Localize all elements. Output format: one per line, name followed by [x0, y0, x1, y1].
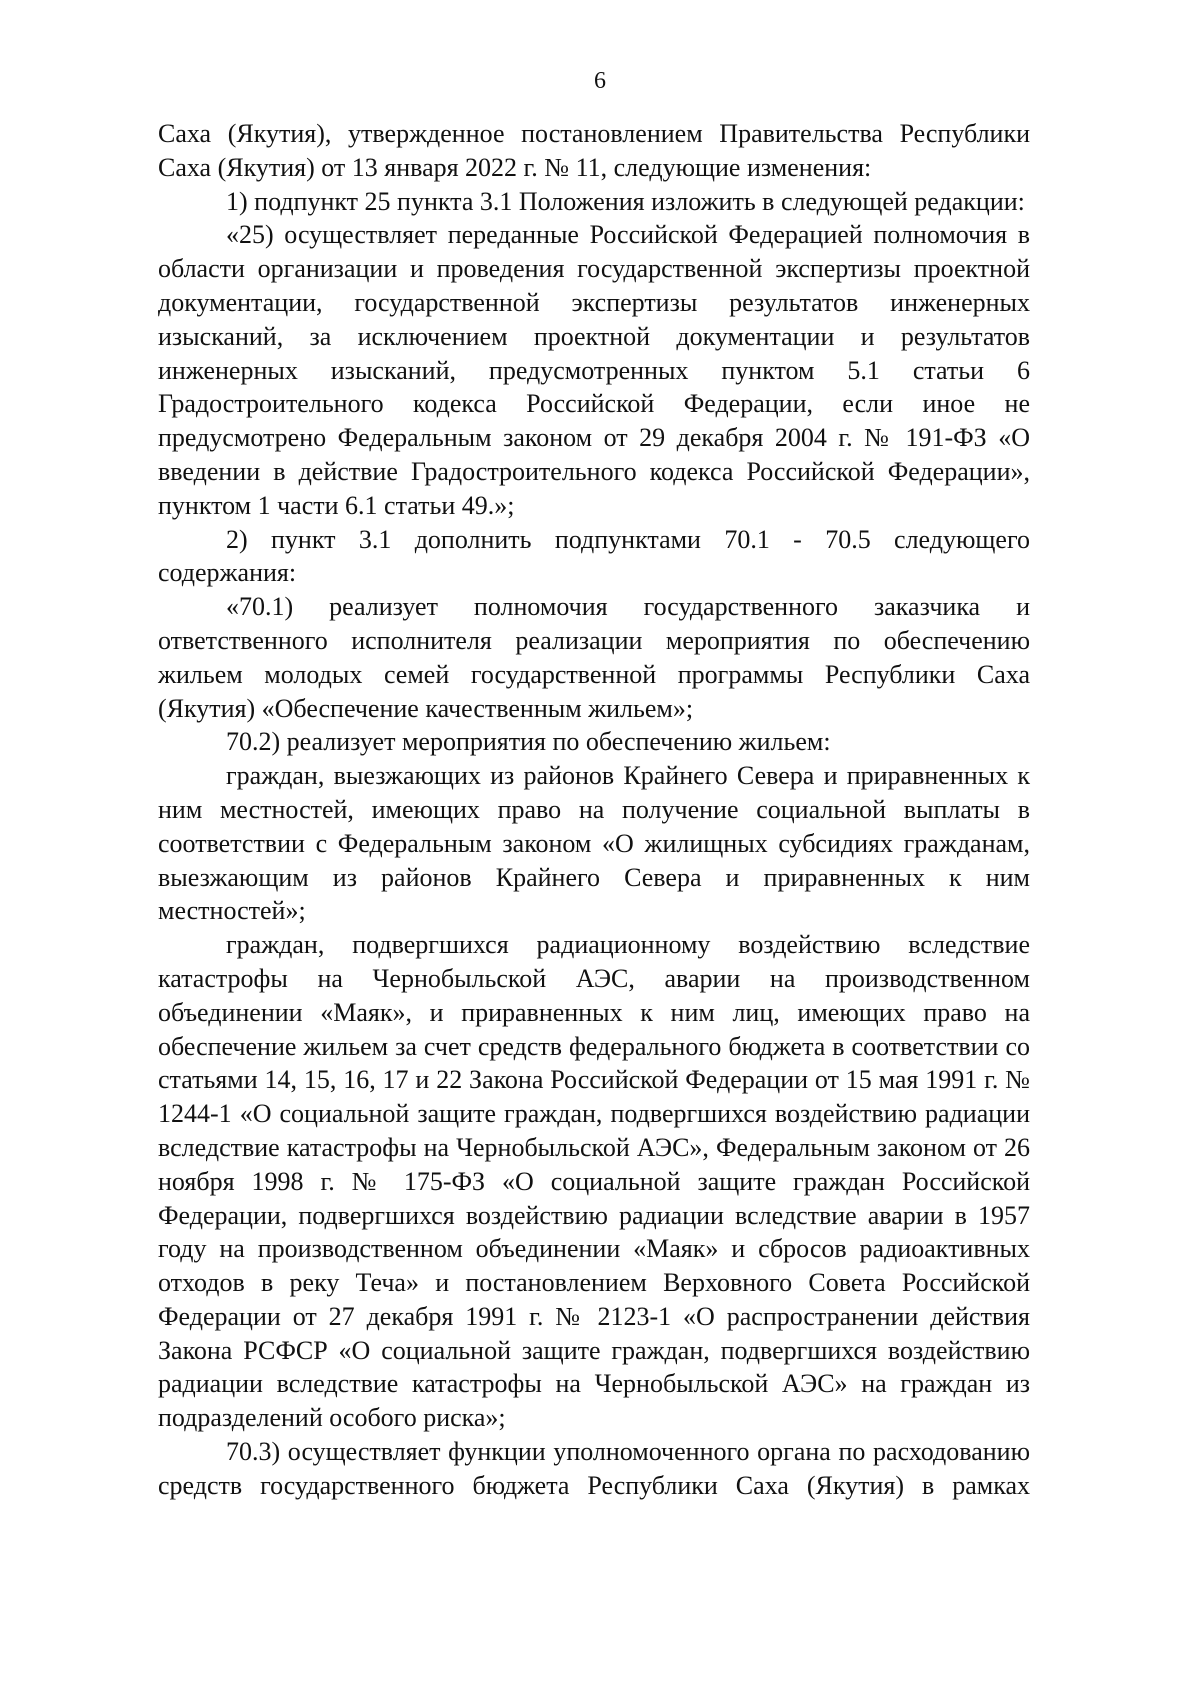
paragraph-continuation: Саха (Якутия), утвержденное постановлением Правительства Республики Саха (Якутия) от 13 января 2022 г. № 11, следующие изменения: [158, 119, 1030, 182]
paragraph-item-2: 2) пункт 3.1 дополнить подпунктами 70.1 - 70.5 следующего содержания: [158, 524, 1030, 588]
paragraph-subitem-70-2: 70.2) реализует мероприятия по обеспечению жильем: [226, 727, 831, 757]
body-text [158, 117, 1030, 1503]
page-number: 6 [594, 68, 606, 94]
paragraph-subitem-70-3: 70.3) осуществляет функции уполномоченного органа по расходованию средств государственного бюджета Республики Саха (Якутия) в рамках [158, 1437, 1030, 1500]
paragraph-radiation-citizens: граждан, подвергшихся радиационному воздействию вследствие катастрофы на Чернобыльской АЭС, аварии на производственном объединении «Маяк», и приравненных к ним лиц, имеющих право на обеспечение жильем за счет средств федерального бюджета в соответствии со статьями 14, 15, 16, 17 и 22 Закона Российской Федерации от 15 мая 1991 г. № 1244-1 «О социальной защите граждан, подвергшихся воздействию радиации вследствие катастрофы на Чернобыльской АЭС», Федеральным законом от 26 ноября 1998 г. № 175-ФЗ «О социальной защите граждан Российской Федерации, подвергшихся воздействию радиации вследствие аварии в 1957 году на производственном объединении «Маяк» и сбросов радиоактивных отходов в реку Теча» и постановлением Верховного Совета Российской Федерации от 27 декабря 1991 г. № 2123-1 «О распространении действия Закона РСФСР «О социальной защите граждан, подвергшихся воздействию радиации вследствие катастрофы на Чернобыльской АЭС» на граждан из подразделений особого риска»; [158, 930, 1030, 1433]
paragraph-north-citizens: граждан, выезжающих из районов Крайнего Севера и приравненных к ним местностей, имеющих право на получение социальной выплаты в соответствии с Федеральным законом «О жилищных субсидиях гражданам, выезжающим из районов Крайнего Севера и приравненных к ним местностей»; [158, 761, 1030, 926]
paragraph-subitem-25: «25) осуществляет переданные Российской Федерацией полномочия в области организации и проведения государственной экспертизы проектной документации, государственной экспертизы результатов инженерных изысканий, за исключением проектной документации и результатов инженерных изысканий, предусмотренных пунктом 5.1 статьи 6 Градостроительного кодекса Российской Федерации, если иное не предусмотрено Федеральным законом от 29 декабря 2004 г. № 191-ФЗ «О введении в действие Градостроительного кодекса Российской Федерации», пунктом 1 части 6.1 статьи 49.»; [158, 220, 1030, 520]
paragraph-item-1: 1) подпункт 25 пункта 3.1 Положения изложить в следующей редакции: [226, 186, 1025, 216]
paragraph-subitem-70-1: «70.1) реализует полномочия государственного заказчика и ответственного исполнителя реализации мероприятия по обеспечению жильем молодых семей государственной программы Республики Саха (Якутия) «Обеспечение качественным жильем»; [158, 592, 1030, 723]
